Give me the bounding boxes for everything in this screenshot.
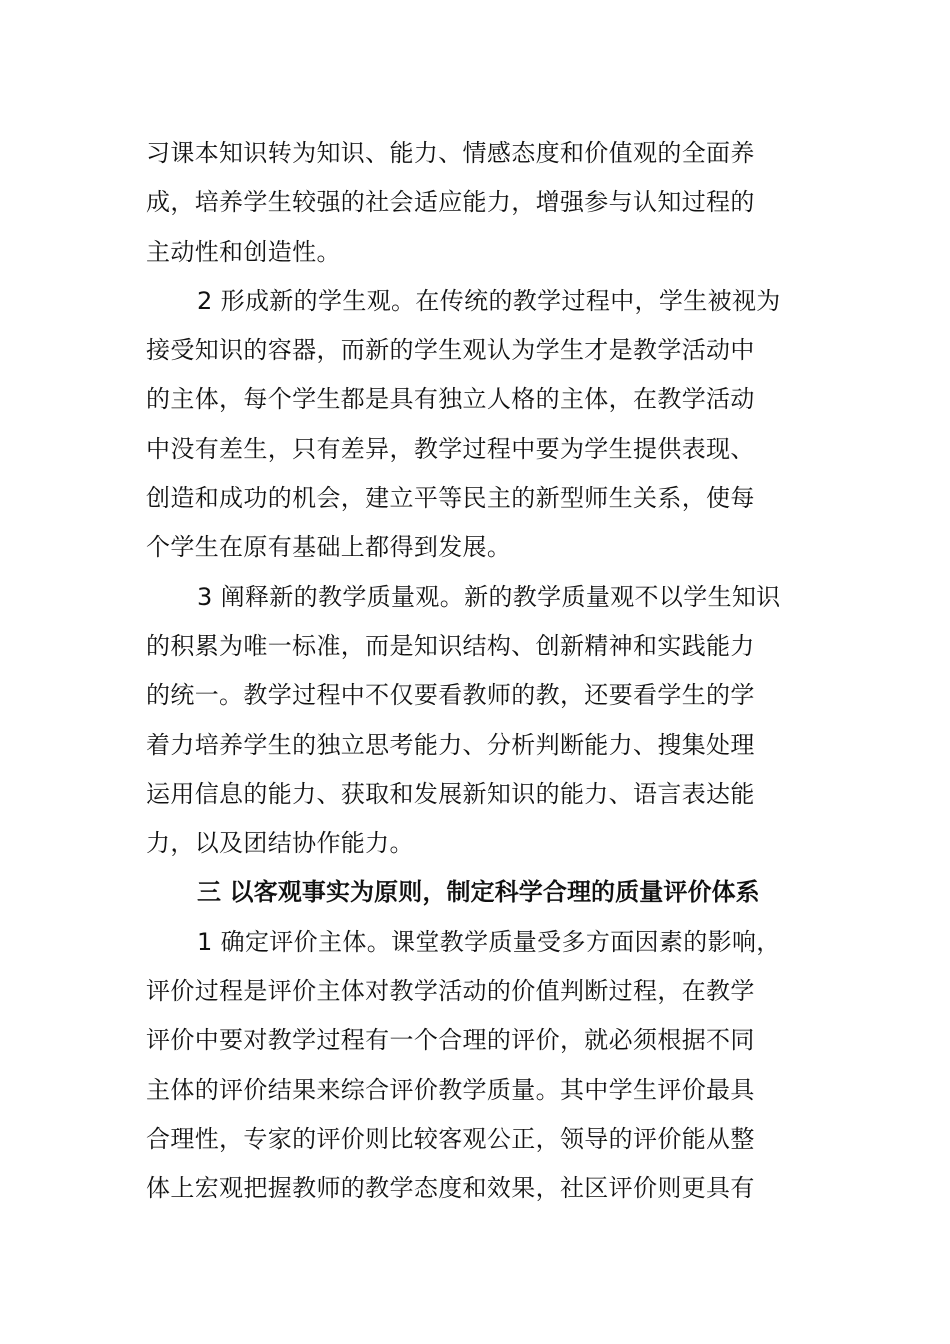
text-line: 着力培养学生的独立思考能力、分析判断能力、搜集处理 [146,730,755,759]
paragraph-start-line: 2 形成新的学生观。在传统的教学过程中，学生被视为 [197,286,781,315]
text-line: 主动性和创造性。 [146,237,341,266]
text-line: 习课本知识转为知识、能力、情感态度和价值观的全面养 [146,139,755,167]
text-line: 接受知识的容器，而新的学生观认为学生才是教学活动中 [146,336,755,365]
text-line: 成，培养学生较强的社会适应能力，增强参与认知过程的 [146,188,755,217]
text-line: 合理性，专家的评价则比较客观公正，领导的评价能从整 [146,1124,755,1153]
text-line: 的统一。教学过程中不仅要看教师的教，还要看学生的学 [146,681,755,710]
paragraph-start-line: 1 确定评价主体。课堂教学质量受多方面因素的影响， [197,927,781,956]
text-line: 主体的评价结果来综合评价教学质量。其中学生评价最具 [146,1075,755,1104]
text-line: 的积累为唯一标准，而是知识结构、创新精神和实践能力 [146,631,755,660]
text-line: 创造和成功的机会，建立平等民主的新型师生关系，使每 [146,484,755,513]
text-line: 运用信息的能力、获取和发展新知识的能力、语言表达能 [146,779,755,808]
text-line: 体上宏观把握教师的教学态度和效果，社区评价则更具有 [146,1174,755,1203]
paragraph-start-line: 3 阐释新的教学质量观。新的教学质量观不以学生知识 [197,582,781,611]
text-line: 的主体，每个学生都是具有独立人格的主体，在教学活动 [146,385,755,414]
text-line: 评价中要对教学过程有一个合理的评价，就必须根据不同 [146,1026,755,1055]
text-line: 评价过程是评价主体对教学活动的价值判断过程，在教学 [146,977,755,1006]
text-line: 中没有差生，只有差异，教学过程中要为学生提供表现、 [146,434,755,463]
text-line: 个学生在原有基础上都得到发展。 [146,533,512,562]
text-line: 力，以及团结协作能力。 [146,829,414,858]
body-text [146,129,806,1214]
section-heading: 三 以客观事实为原则，制定科学合理的质量评价体系 [197,878,760,907]
